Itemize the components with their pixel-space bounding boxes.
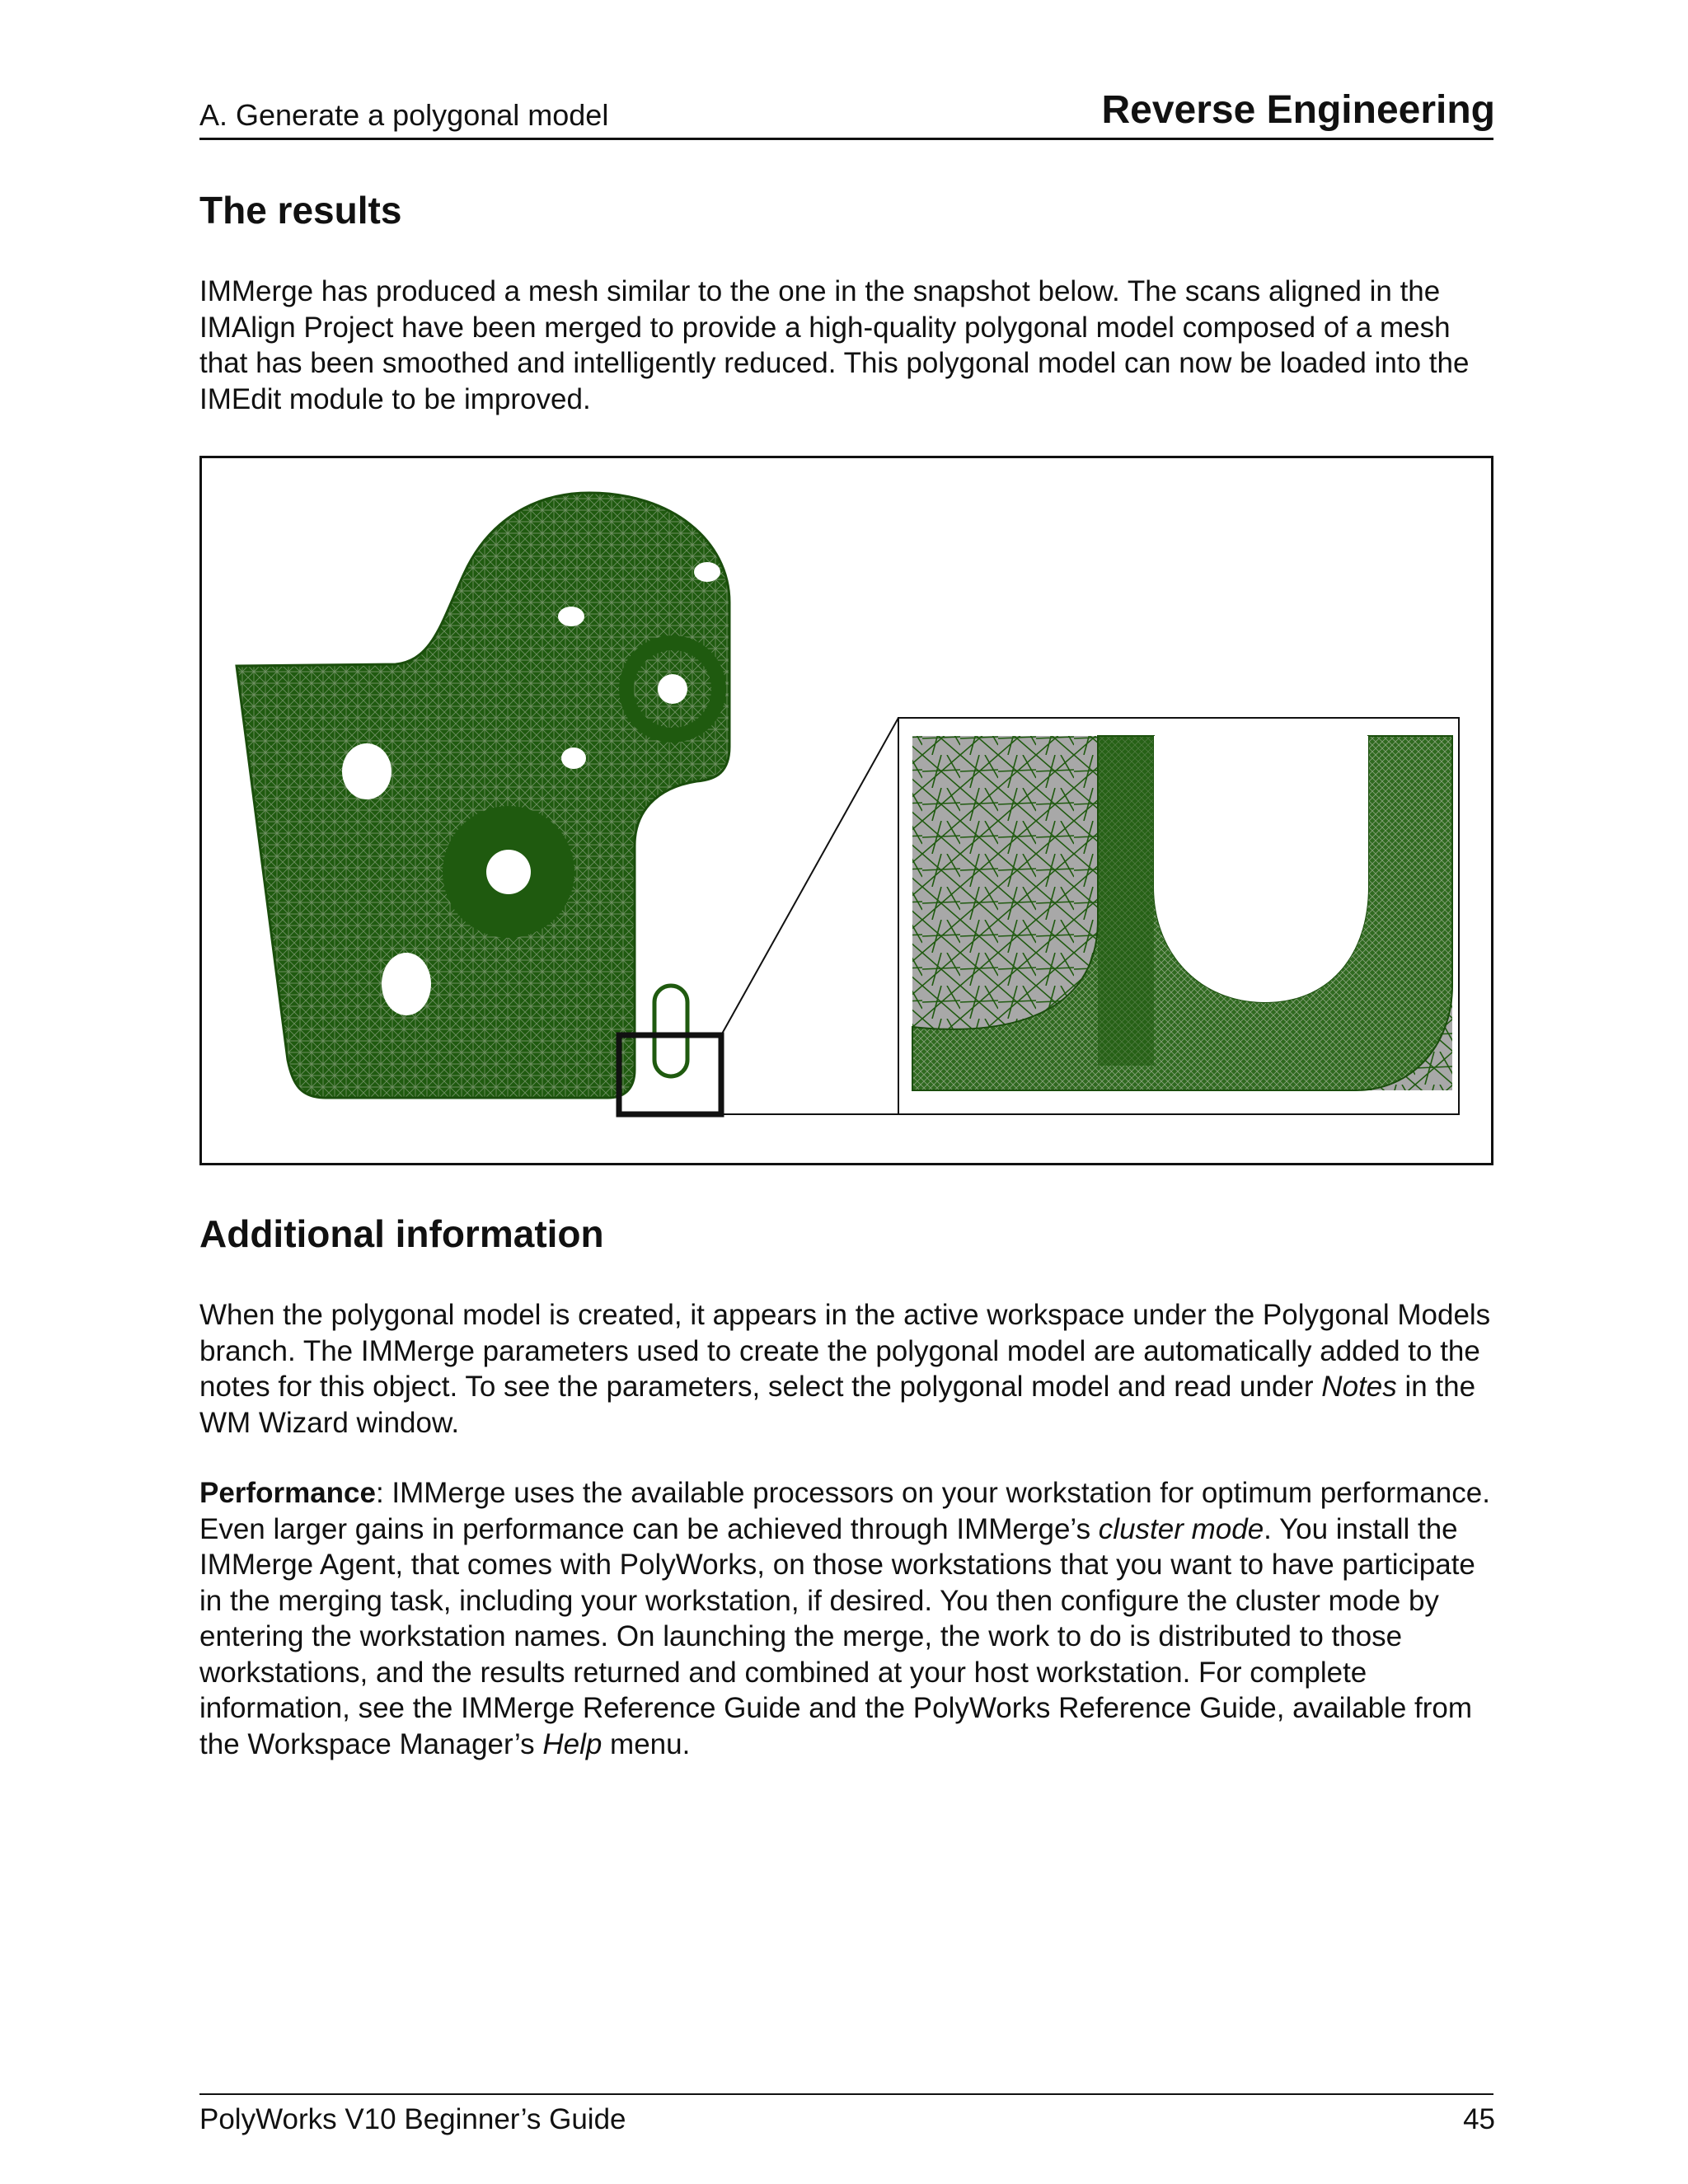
footer-rule <box>199 2093 1493 2095</box>
inset-slot-opening <box>1154 736 1368 1002</box>
additional-heading: Additional information <box>199 1212 604 1255</box>
hole <box>693 788 723 811</box>
additional-paragraph-1 <box>199 1297 1495 1441</box>
hole <box>342 743 392 799</box>
header-chapter-title: Reverse Engineering <box>1101 88 1495 132</box>
header-rule <box>199 138 1493 140</box>
footer-book-title: PolyWorks V10 Beginner’s Guide <box>199 2103 626 2135</box>
help-emphasis: Help <box>542 1727 603 1760</box>
notes-emphasis: Notes <box>1321 1371 1397 1403</box>
cluster-mode-emphasis: cluster mode <box>1098 1512 1264 1545</box>
paragraph-text: in the WM Wizard window. <box>199 1371 1476 1439</box>
zoom-connector <box>721 718 898 1035</box>
inset-dense-wall <box>1098 736 1154 1066</box>
mesh-illustration <box>202 458 1491 1163</box>
hole <box>561 748 586 769</box>
performance-paragraph <box>199 1475 1495 1762</box>
hole <box>658 674 687 704</box>
results-paragraph: IMMerge has produced a mesh similar to the one in the snapshot below. The scans aligned in the IMAlign Project have been merged to provide a high-quality polygonal model composed of a mesh that has been smoothed and intelligently reduced. This polygonal model can now be loaded into the IMEdit module to be improved. <box>199 275 1470 415</box>
hole <box>486 850 531 894</box>
paragraph-text: menu. <box>602 1727 691 1760</box>
hole <box>382 953 431 1015</box>
hole <box>558 607 584 626</box>
hole <box>694 562 720 582</box>
page-number: 45 <box>1463 2103 1495 2135</box>
inset-mesh <box>912 459 1150 736</box>
header-section-title: A. Generate a polygonal model <box>199 98 609 132</box>
performance-label: Performance <box>199 1477 376 1509</box>
paragraph-text: . You install the IMMerge Agent, that comes with PolyWorks, on those workstations that you want to have participate in the merging task, including your workstation, if desired. You then configure the cluster mode by entering the workstation names. On launching the merge, the work to do is distributed to those workstations, and the results returned and combined at your host workstation. For complete information, see the IMMerge Reference Guide and the PolyWorks Reference Guide, available from the Workspace Manager’s <box>199 1512 1475 1760</box>
results-heading: The results <box>199 189 402 232</box>
paragraph-text: When the polygonal model is created, it appears in the active workspace under the Polygonal Models branch. The IMMerge parameters used to create the polygonal model are automatically added to the notes for this object. To see the parameters, select the polygonal model and read under <box>199 1299 1491 1403</box>
slot <box>654 986 687 1076</box>
paragraph-text: : IMMerge uses the available processors on your workstation for optimum performance. Even larger gains in performance can be achieved through IMMerge’s <box>199 1477 1490 1545</box>
hole <box>772 673 802 695</box>
mesh-snapshot-figure <box>199 456 1493 1165</box>
